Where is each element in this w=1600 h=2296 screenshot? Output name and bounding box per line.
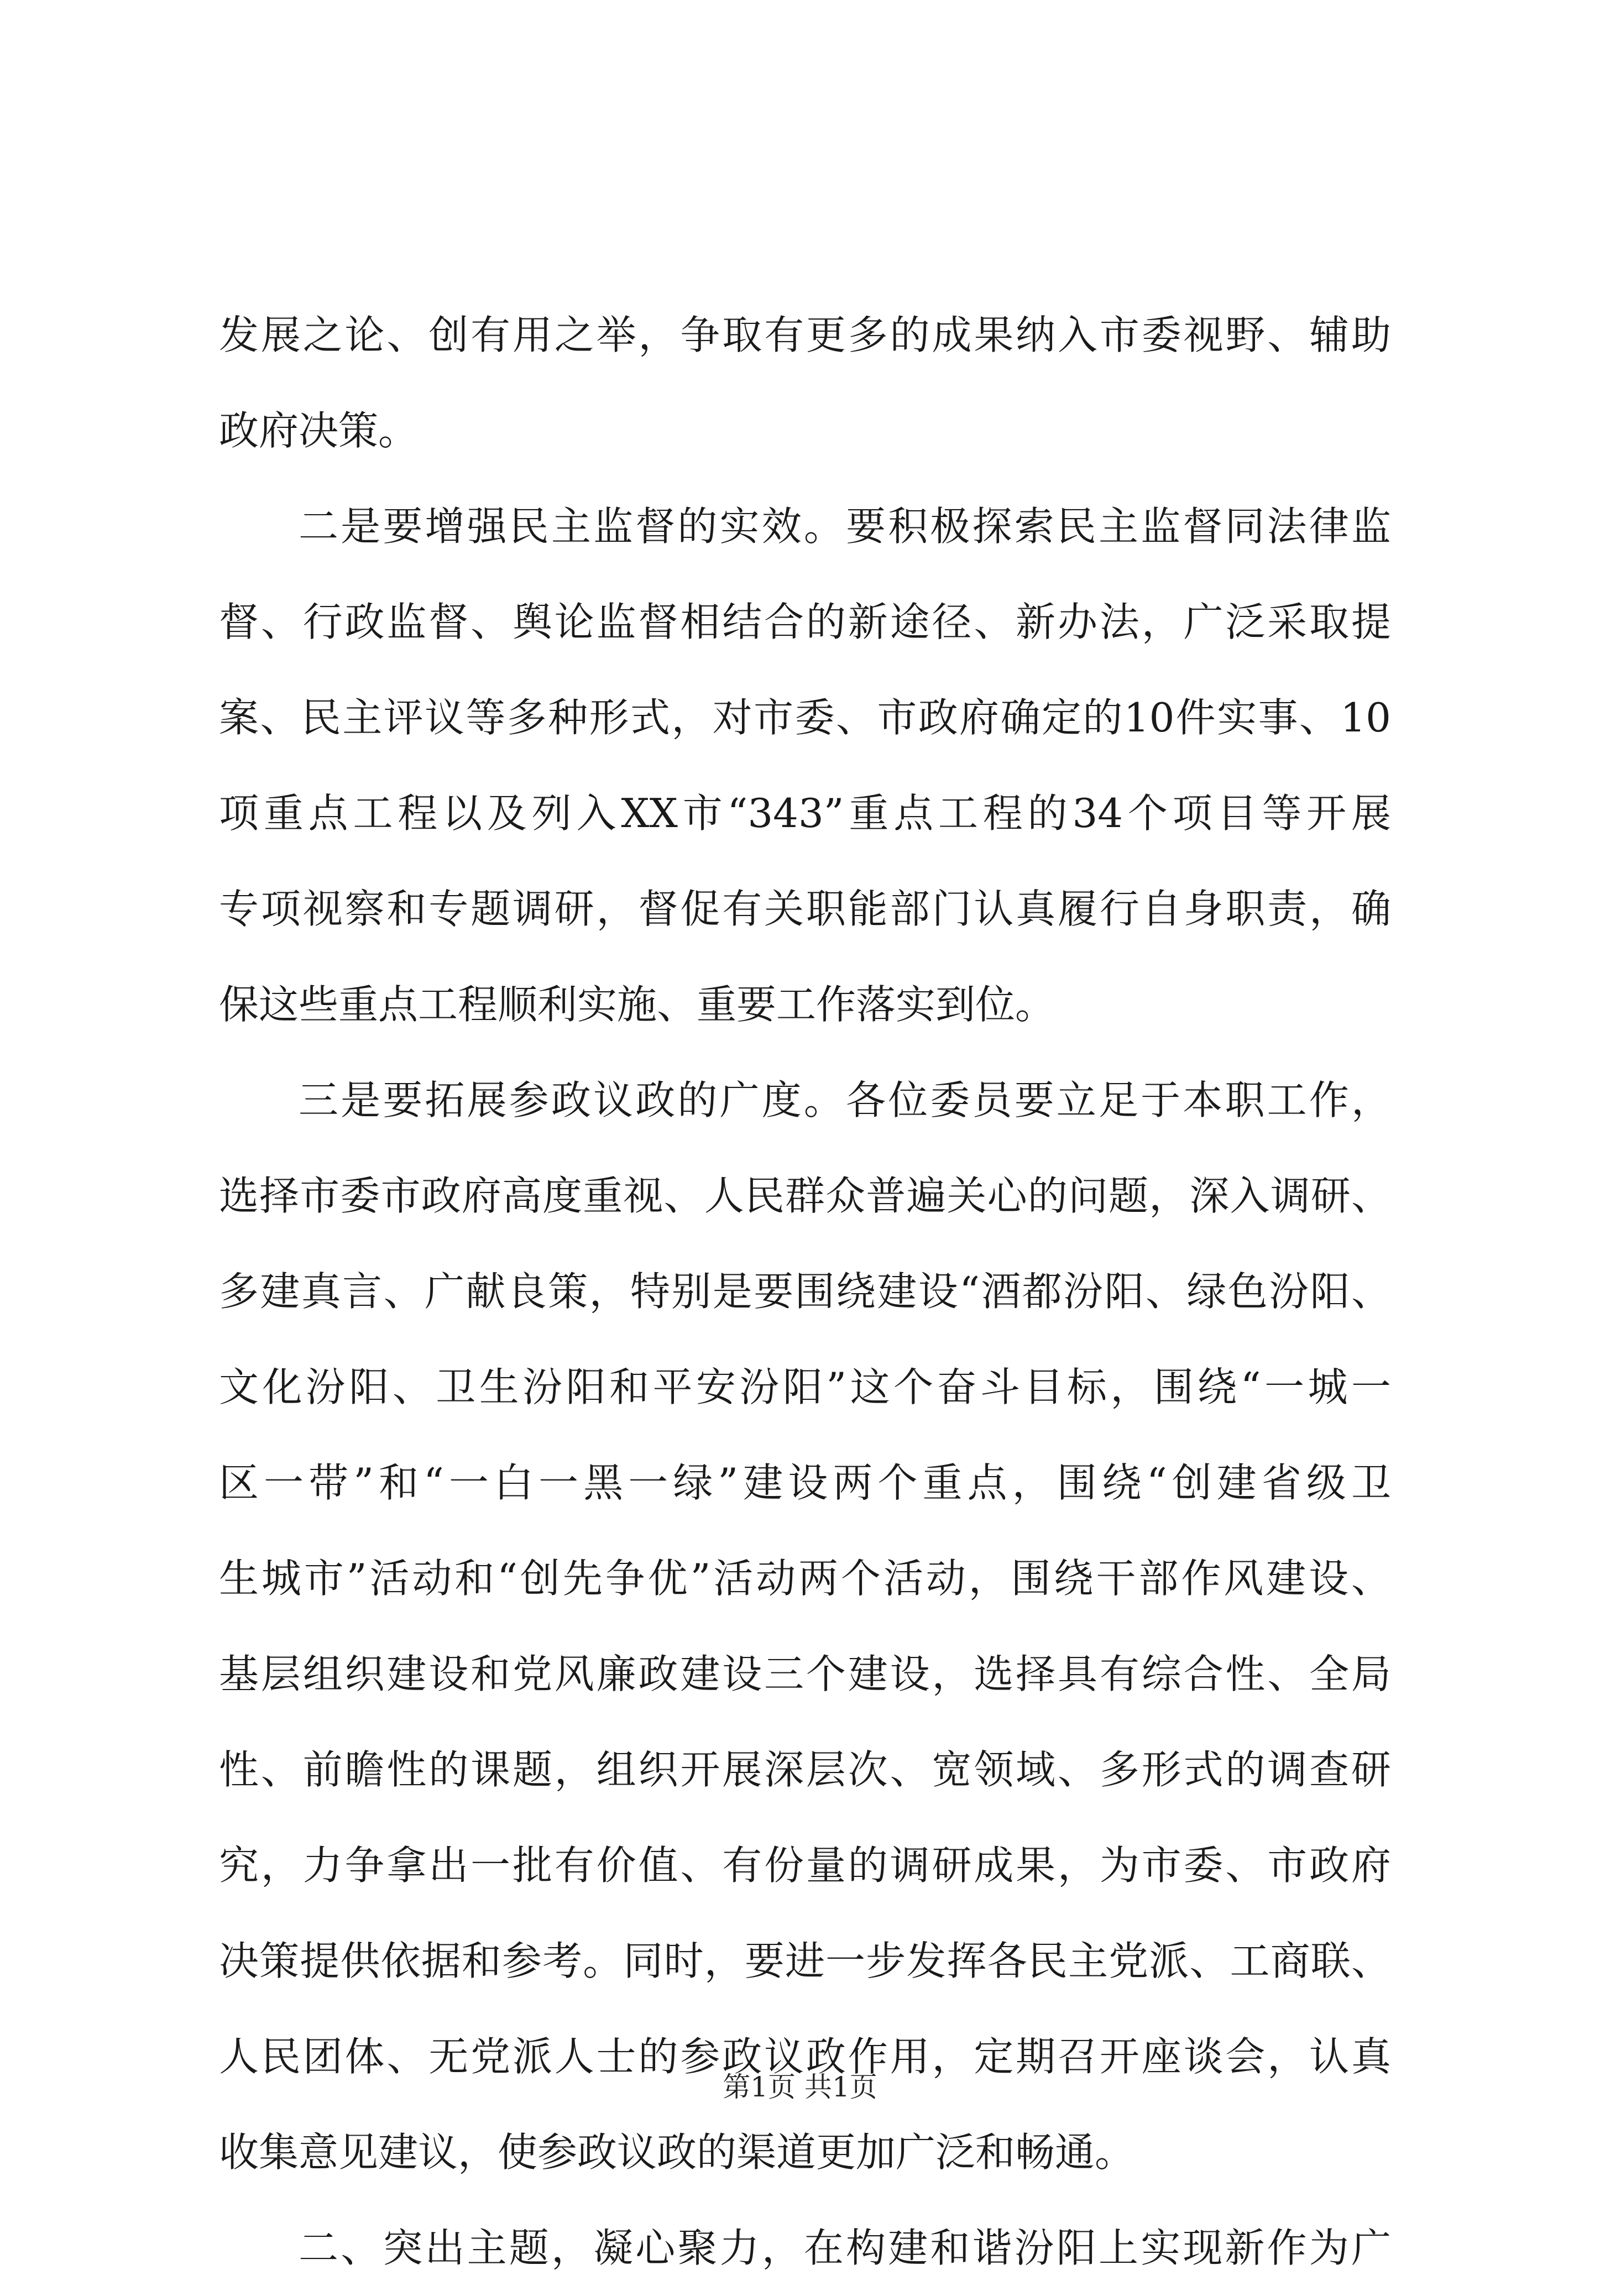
text-line: 文化汾阳、卫生汾阳和平安汾阳”这个奋斗目标，围绕“一城一 [219,1364,1391,1410]
text-line: 政府决策。 [219,407,419,454]
text-line: 督、行政监督、舆论监督相结合的新途径、新办法，广泛采取提 [219,599,1391,645]
text-line: 收集意见建议，使参政议政的渠道更加广泛和畅通。 [219,2129,1135,2175]
text-line: 人民团体、无党派人士的参政议政作用，定期召开座谈会，认真 [219,2033,1391,2080]
text-line: 多建真言、广献良策，特别是要围绕建设“酒都汾阳、绿色汾阳、 [219,1268,1391,1315]
text-line: 案、民主评议等多种形式，对市委、市政府确定的10件实事、10 [219,694,1391,741]
document-body [219,287,1391,2296]
text-line: 生城市”活动和“创先争优”活动两个活动，围绕干部作风建设、 [219,1555,1391,1602]
text-line: 性、前瞻性的课题，组织开展深层次、宽领域、多形式的调查研 [219,1746,1391,1793]
text-line: 区一带”和“一白一黑一绿”建设两个重点，围绕“创建省级卫 [219,1460,1391,1506]
text-line: 专项视察和专题调研，督促有关职能部门认真履行自身职责，确 [219,886,1391,932]
text-line: 二是要增强民主监督的实效。要积极探索民主监督同法律监 [299,503,1391,550]
text-line: 保这些重点工程顺利实施、重要工作落实到位。 [219,981,1055,1028]
text-line: 项重点工程以及列入XX市“343”重点工程的34个项目等开展 [219,790,1391,836]
text-line: 究，力争拿出一批有价值、有份量的调研成果，为市委、市政府 [219,1842,1391,1889]
page-footer: 第1页 共1页 [723,2071,877,2103]
text-line: 二、突出主题，凝心聚力，在构建和谐汾阳上实现新作为广 [299,2225,1391,2271]
text-line: 三是要拓展参政议政的广度。各位委员要立足于本职工作， [299,1077,1391,1123]
text-line: 决策提供依据和参考。同时，要进一步发挥各民主党派、工商联、 [219,1938,1391,1984]
text-line: 发展之论、创有用之举，争取有更多的成果纳入市委视野、辅助 [219,312,1391,358]
text-line: 选择市委市政府高度重视、人民群众普遍关心的问题，深入调研、 [219,1173,1391,1219]
text-line: 基层组织建设和党风廉政建设三个建设，选择具有综合性、全局 [219,1651,1391,1697]
